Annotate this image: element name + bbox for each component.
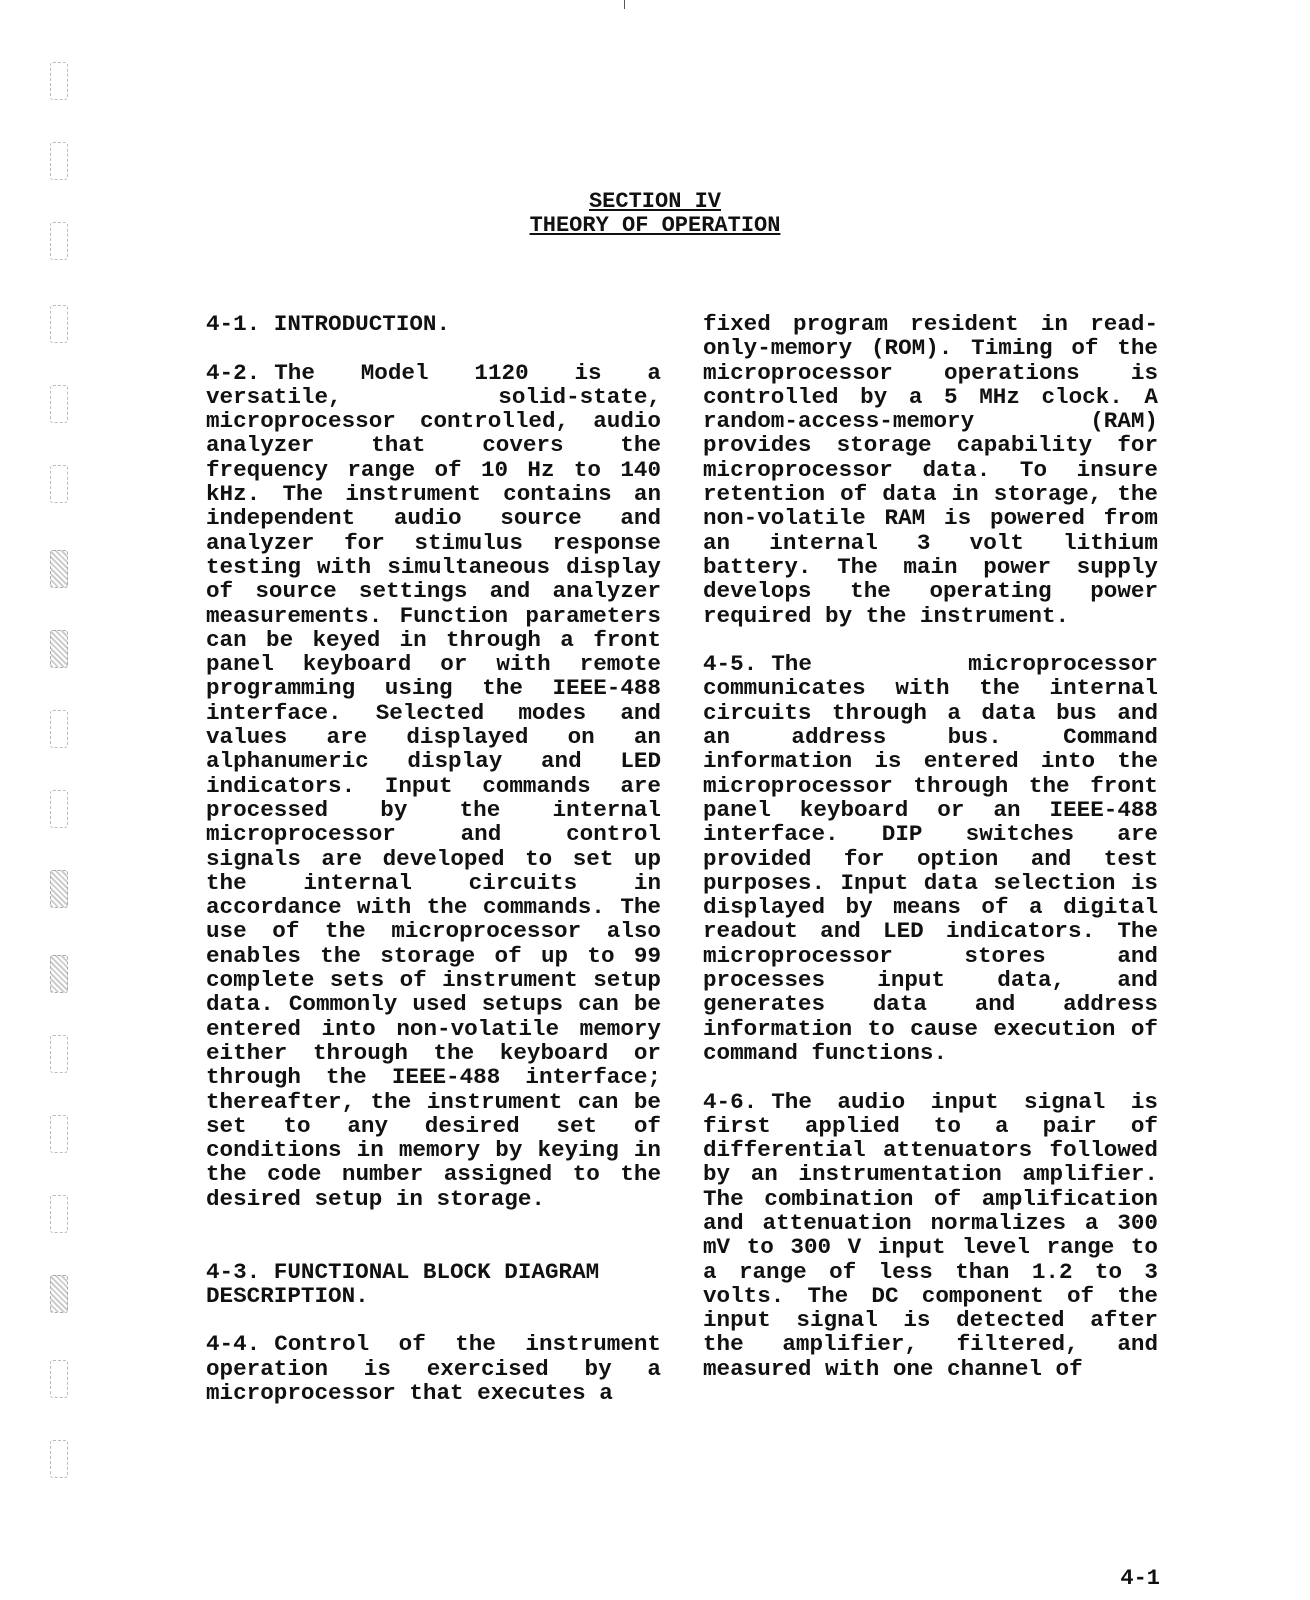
paragraph-number: 4-4. <box>206 1331 261 1358</box>
paragraph-number: 4-6. <box>703 1088 758 1115</box>
paragraph-text: The audio input signal is first applied to a pair of differential attenuators followed by an instrumentation amplifier. The combination of amplification and attenuation normalizes a 300 mV to 300 V input level range to a range of less than 1.2 to 3 volts. The DC component of the input signal is detected after the amplifier, filtered, and measured with one channel of <box>703 1088 1158 1382</box>
binder-hole-mark <box>50 385 68 423</box>
paragraph-4-2 <box>206 361 661 1211</box>
binder-hole-mark <box>50 142 68 180</box>
heading-introduction: 4-1. INTRODUCTION. <box>206 311 451 337</box>
left-column <box>206 312 661 1430</box>
binder-hole-mark <box>50 870 68 908</box>
right-column <box>703 312 1158 1405</box>
binder-hole-mark <box>50 465 68 503</box>
scan-tick-mark <box>624 0 625 9</box>
binder-hole-mark <box>50 790 68 828</box>
binder-hole-mark <box>50 1360 68 1398</box>
paragraph-text: The Model 1120 is a versatile, solid-state, microprocessor controlled, audio analyzer that covers the frequency range of 10 Hz to 140 kHz. The instrument contains an independent audio source and analyzer for stimulus response testing with simultaneous display of source settings and analyzer measurements. Function parameters can be keyed in through a front panel keyboard or with remote programming using the IEEE-488 interface. Selected modes and values are displayed on an alphanumeric display and LED indicators. Input commands are processed by the internal microprocessor and control signals are developed to set up the internal circuits in accordance with the commands. The use of the microprocessor also enables the storage of up to 99 complete sets of instrument setup data. Commonly used setups can be entered into non-volatile memory either through the keyboard or through the IEEE-488 interface; thereafter, the instrument can be set to any desired set of conditions in memory by keying in the code number assigned to the desired setup in storage. <box>206 359 661 1212</box>
paragraph-text: Control of the instrument operation is exercised by a microprocessor that executes a <box>206 1331 661 1407</box>
binder-hole-mark <box>50 1275 68 1313</box>
binder-hole-mark <box>50 1035 68 1073</box>
heading-functional-block-diagram: 4-3. FUNCTIONAL BLOCK DIAGRAM DESCRIPTION. <box>206 1258 600 1309</box>
binder-hole-mark <box>50 1115 68 1153</box>
page-number: 4-1 <box>1120 1566 1160 1591</box>
paragraph-4-4-continued: fixed program resident in read-only-memory (ROM). Timing of the microprocessor operations is controlled by a 5 MHz clock. A random-access-memory (RAM) provides storage capability for microprocessor data. To insure retention of data in storage, the non-volatile RAM is powered from an internal 3 volt lithium battery. The main power supply develops the operating power required by the instrument. <box>703 311 1158 629</box>
binder-hole-mark <box>50 550 68 588</box>
paragraph-text: The microprocessor communicates with the internal circuits through a data bus and an address bus. Command information is entered into the microprocessor through the front panel keyboard or an IEEE-488 interface. DIP switches are provided for option and test purposes. Input data selection is displayed by means of a digital readout and LED indicators. The microprocessor stores and processes input data, and generates data and address information to cause execution of command functions. <box>703 651 1158 1066</box>
binder-hole-mark <box>50 1440 68 1478</box>
paragraph-4-6 <box>703 1090 1158 1382</box>
paragraph-4-4 <box>206 1332 661 1405</box>
section-header <box>0 190 1310 238</box>
paragraph-4-5 <box>703 652 1158 1065</box>
binder-hole-mark <box>50 630 68 668</box>
binder-hole-mark <box>50 1195 68 1233</box>
binder-hole-mark <box>50 62 68 100</box>
binder-hole-mark <box>50 305 68 343</box>
binder-hole-mark <box>50 955 68 993</box>
binder-hole-mark <box>50 710 68 748</box>
paragraph-number: 4-5. <box>703 651 758 678</box>
paragraph-number: 4-2. <box>206 359 261 386</box>
section-number: SECTION IV <box>588 189 722 214</box>
section-title: THEORY OF OPERATION <box>529 213 781 238</box>
